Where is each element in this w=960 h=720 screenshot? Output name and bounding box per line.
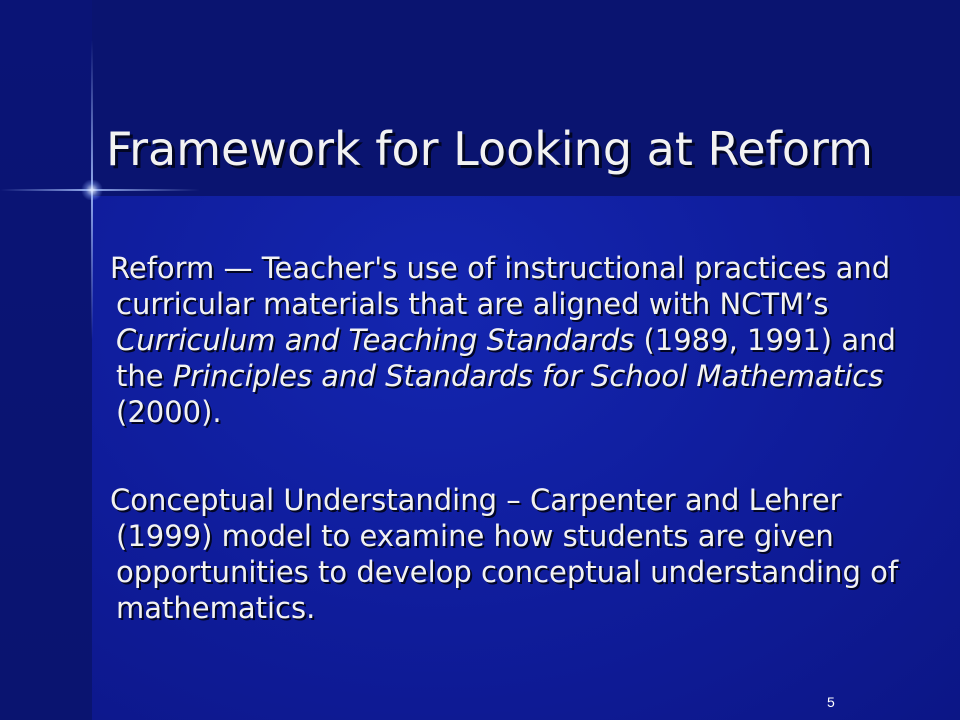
slide-title: Framework for Looking at Reform xyxy=(106,122,873,176)
bullet-reform-text-2: (1989, 1991) and the xyxy=(116,323,896,393)
bullet-reform xyxy=(110,250,946,430)
bullet-conceptual-understanding: Conceptual Understanding – Carpenter and Lehrer (1999) model to examine how students are given opportunities to develop conceptual understanding of mathematics. xyxy=(110,483,899,625)
slide-number: 5 xyxy=(827,694,835,710)
left-decor-band xyxy=(0,0,92,720)
bullet-reform-text-1: Reform — Teacher's use of instructional practices and curricular materials that are aligned with NCTM’s xyxy=(110,251,891,321)
bullet-reform-text-3: (2000). xyxy=(116,395,222,429)
light-flare-icon xyxy=(80,180,104,200)
bullet-reform-italic-1: Curriculum and Teaching Standards xyxy=(116,323,635,357)
bullet-reform-italic-2: Principles and Standards for School Mathematics xyxy=(172,359,884,393)
